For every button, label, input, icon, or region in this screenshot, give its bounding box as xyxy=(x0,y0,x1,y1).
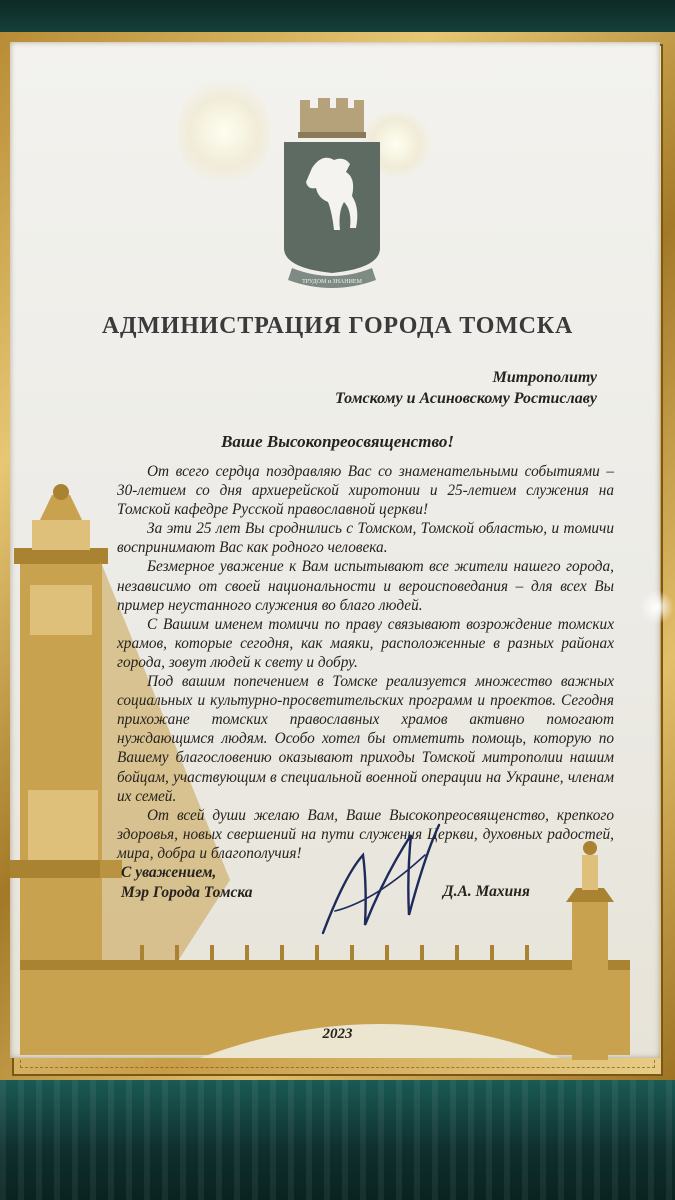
bottom-wall-band xyxy=(0,1080,675,1200)
organization-title: АДМИНИСТРАЦИЯ ГОРОДА ТОМСКА xyxy=(101,313,574,339)
handwritten-signature xyxy=(315,815,445,945)
light-glare xyxy=(640,590,674,624)
body-paragraph-4: С Вашим именем томичи по праву связывают возрождение томских храмов, которые сегодня, как маяки, расположенные в разных районах города, зовут людей к свету и добру. xyxy=(117,615,614,671)
addressee-line-2: Томскому и Асиновскому Ростиславу xyxy=(334,390,597,407)
monument-emblem-panel xyxy=(28,790,98,860)
body-paragraph-5: Под вашим попечением в Томске реализуется множество важных социальных и культурно-просветительских программ и проектов. Сегодня прихожане томских православных храмов активно помогают нуждающимся людям. Особо хотел бы отметить помощь, которую по Вашему благословению оказывают приходы Томской митрополии нашим бойцам, участвующим в специальной военной операции на Украине, членам их семей. xyxy=(117,673,614,805)
signature-block xyxy=(121,863,253,903)
letter-year: 2023 xyxy=(322,1026,353,1042)
body-paragraph-3: Безмерное уважение к Вам испытывают все жители нашего города, независимо от своей национальности и вероисповедания – для всех Вы пример неустанного служения во благо людей. xyxy=(117,558,614,614)
letter-body xyxy=(117,462,614,863)
signatory-name: Д.А. Махиня xyxy=(443,883,530,900)
monument-cornice-right xyxy=(566,888,614,902)
coat-of-arms-motto: ТРУДОМ и ЗНАНИЕМ xyxy=(302,279,362,285)
monument-finial-left xyxy=(53,484,69,500)
salutation: Ваше Высокопреосвященство! xyxy=(221,432,454,451)
coat-of-arms-icon xyxy=(272,98,392,298)
signature-title: Мэр Города Томска xyxy=(121,884,253,901)
monument-panel-left xyxy=(30,585,92,635)
body-paragraph-1: От всего сердца поздравляю Вас со знаменательными событиями – 30-летием со дня архиерейской хиротонии и 25-летием служения на Томской кафедре Русской православной церкви! xyxy=(117,463,614,519)
body-paragraph-6: От всей души желаю Вам, Ваше Высокопреосвященство, крепкого здоровья, новых свершений на пути служения Церкви, духовных радостей, мира, добра и благополучия! xyxy=(117,806,614,862)
monument-cornice-left xyxy=(14,548,108,564)
monument-capital-left xyxy=(32,520,90,550)
bridge-rail xyxy=(20,960,630,970)
signature-closing: С уважением, xyxy=(121,864,217,881)
addressee-line-1: Митрополиту xyxy=(492,369,597,386)
body-paragraph-2: За эти 25 лет Вы сроднились с Томском, Томской областью, и томичи воспринимают Вас как родного человека. xyxy=(117,520,614,557)
